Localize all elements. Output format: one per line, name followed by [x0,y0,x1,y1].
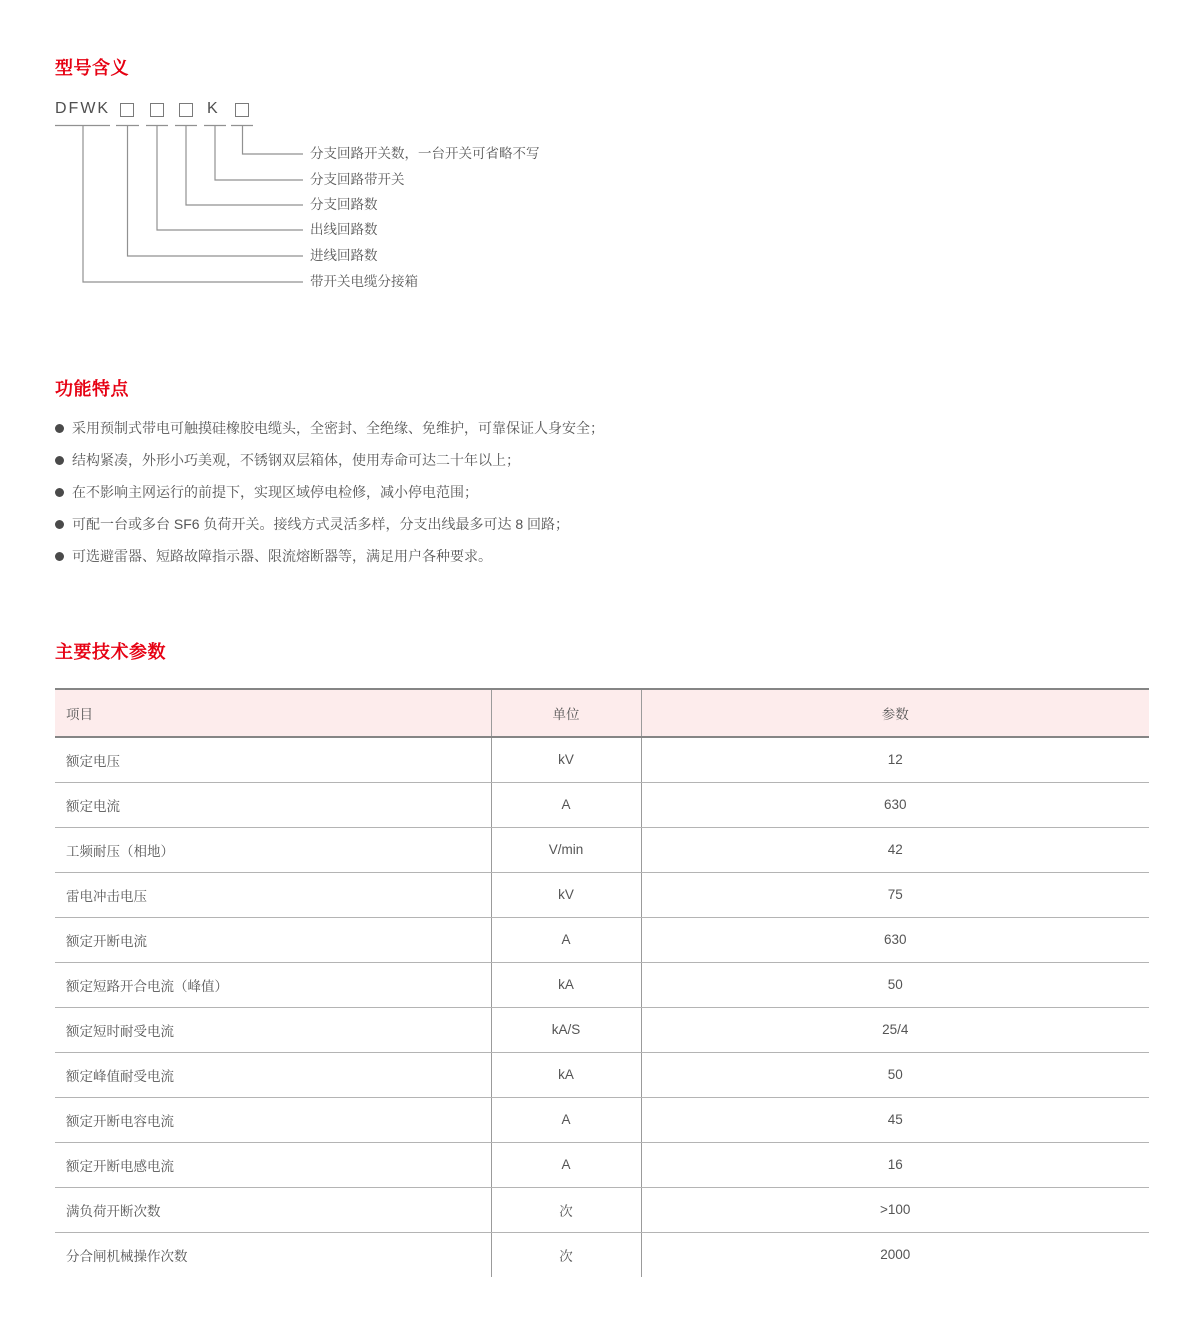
header-unit: 单位 [491,689,641,737]
model-label: 分支回路数 [310,197,378,212]
param-unit: kA/S [491,1007,641,1052]
model-code-k: K [207,100,219,117]
model-label: 进线回路数 [310,248,378,263]
table-row [55,917,1149,962]
param-item: 额定峰值耐受电流 [55,1052,491,1097]
feature-item [55,540,604,572]
bullet-icon [55,488,64,497]
param-value: 12 [641,737,1149,782]
param-value: 25/4 [641,1007,1149,1052]
param-unit: kA [491,962,641,1007]
placeholder-box-icon [150,103,164,117]
feature-text: 可选避雷器、短路故障指示器、限流熔断器等，满足用户各种要求。 [72,548,492,564]
params-section-title: 主要技术参数 [55,642,166,662]
table-row [55,1097,1149,1142]
features-section-title: 功能特点 [55,379,129,399]
feature-text: 可配一台或多台 SF6 负荷开关。接线方式灵活多样，分支出线最多可达 8 回路； [72,516,570,532]
model-code-prefix: DFWK [55,100,111,117]
param-unit: 次 [491,1232,641,1277]
param-value: 45 [641,1097,1149,1142]
param-value: 50 [641,1052,1149,1097]
param-value: 75 [641,872,1149,917]
param-item: 额定开断电感电流 [55,1142,491,1187]
param-value: 630 [641,917,1149,962]
param-item: 额定短时耐受电流 [55,1007,491,1052]
param-item: 额定开断电流 [55,917,491,962]
param-unit: A [491,1142,641,1187]
param-item: 额定开断电容电流 [55,1097,491,1142]
feature-item [55,508,604,540]
header-item: 项目 [55,689,491,737]
param-unit: kV [491,737,641,782]
model-section-title: 型号含义 [55,58,129,78]
placeholder-box-icon [179,103,193,117]
params-table [55,688,1149,1277]
feature-text: 在不影响主网运行的前提下，实现区域停电检修，减小停电范围； [72,484,478,500]
model-label: 分支回路开关数，一台开关可省略不写 [310,146,540,161]
param-value: >100 [641,1187,1149,1232]
table-row [55,737,1149,782]
bullet-icon [55,552,64,561]
feature-item [55,412,604,444]
model-label: 带开关电缆分接箱 [310,274,418,289]
param-item: 满负荷开断次数 [55,1187,491,1232]
table-row [55,1142,1149,1187]
param-unit: V/min [491,827,641,872]
param-item: 额定电流 [55,782,491,827]
param-item: 额定电压 [55,737,491,782]
param-value: 50 [641,962,1149,1007]
feature-item [55,444,604,476]
param-value: 2000 [641,1232,1149,1277]
feature-text: 结构紧凑，外形小巧美观，不锈钢双层箱体，使用寿命可达二十年以上； [72,452,520,468]
feature-item [55,476,604,508]
bullet-icon [55,424,64,433]
param-value: 42 [641,827,1149,872]
table-row [55,1187,1149,1232]
table-row [55,827,1149,872]
param-value: 630 [641,782,1149,827]
bullet-icon [55,520,64,529]
table-row [55,782,1149,827]
table-row [55,872,1149,917]
param-unit: 次 [491,1187,641,1232]
placeholder-box-icon [120,103,134,117]
param-unit: kV [491,872,641,917]
table-row [55,1007,1149,1052]
param-unit: kA [491,1052,641,1097]
table-header-row [55,689,1149,737]
param-item: 分合闸机械操作次数 [55,1232,491,1277]
placeholder-box-icon [235,103,249,117]
param-unit: A [491,782,641,827]
table-row [55,1052,1149,1097]
table-row [55,962,1149,1007]
model-label: 出线回路数 [310,222,378,237]
bullet-icon [55,456,64,465]
table-row [55,1232,1149,1277]
feature-text: 采用预制式带电可触摸硅橡胶电缆头，全密封、全绝缘、免维护，可靠保证人身安全； [72,420,604,436]
param-item: 额定短路开合电流（峰值） [55,962,491,1007]
param-value: 16 [641,1142,1149,1187]
param-item: 工频耐压（相地） [55,827,491,872]
model-label: 分支回路带开关 [310,172,405,187]
param-unit: A [491,917,641,962]
param-item: 雷电冲击电压 [55,872,491,917]
header-value: 参数 [641,689,1149,737]
features-list [55,412,604,572]
param-unit: A [491,1097,641,1142]
model-connector-lines [0,0,1200,320]
